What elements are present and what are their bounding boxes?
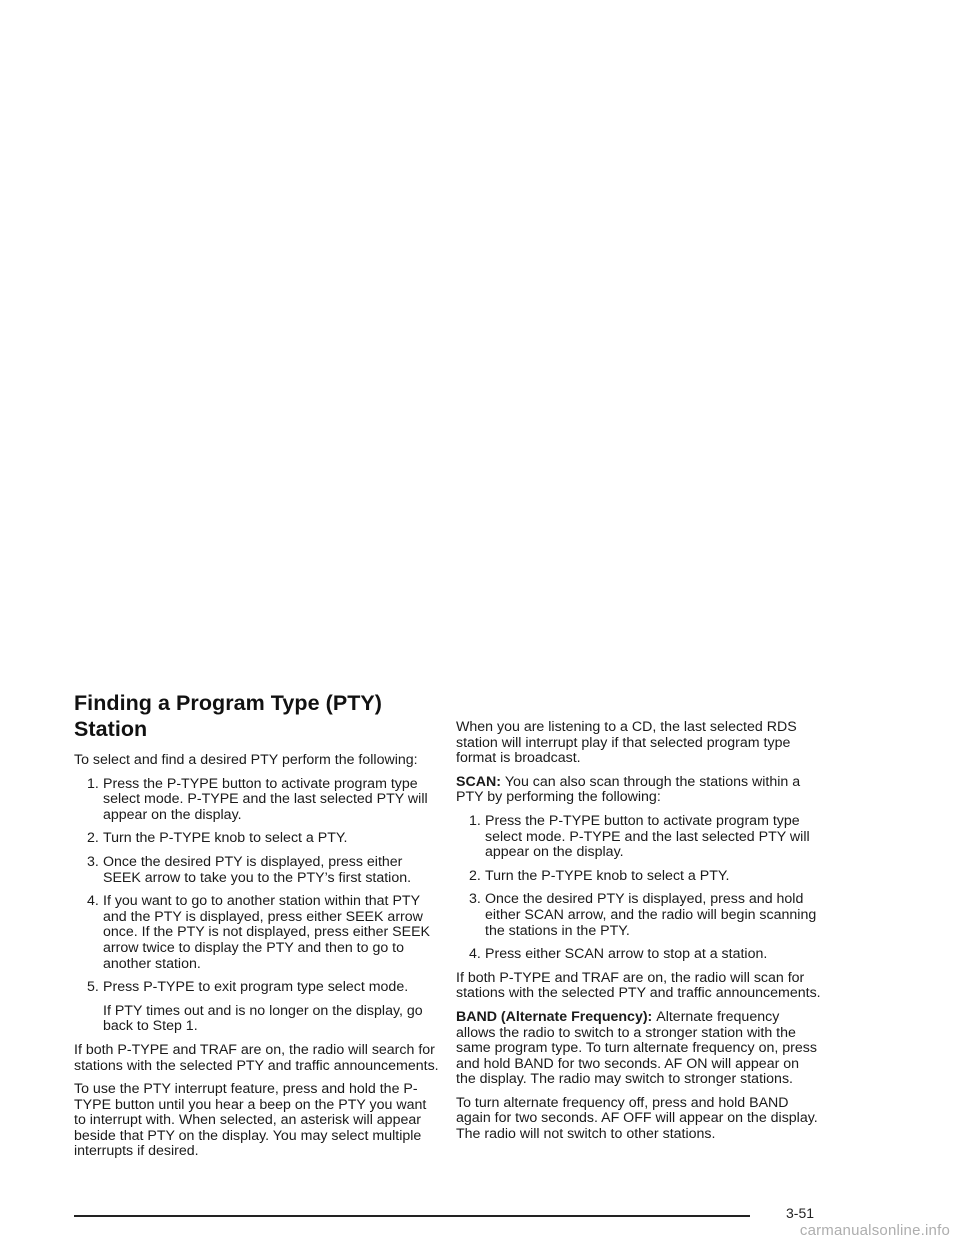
step-text: Once the desired PTY is displayed, press and hold either SCAN arrow, and the radio will begin scanning the stations in the PTY.	[485, 891, 817, 939]
band-label: BAND (Alternate Frequency):	[456, 1008, 653, 1025]
page-number: 3-51	[786, 1205, 815, 1221]
step-text: Turn the P-TYPE knob to select a PTY.	[103, 830, 348, 847]
list-item	[74, 777, 442, 824]
step-number: 2.	[87, 830, 99, 847]
intro-paragraph: To select and find a desired PTY perform the following:	[74, 752, 418, 768]
watermark: carmanualsonline.info	[799, 1222, 950, 1239]
scan-traf-paragraph: If both P-TYPE and TRAF are on, the radio will scan for stations with the selected PTY and traffic announcements.	[456, 969, 821, 1002]
list-item	[74, 980, 442, 996]
step-text: Press the P-TYPE button to activate program type select mode. P-TYPE and the last selected PTY will appear on the display.	[485, 812, 810, 861]
pty-steps-list	[74, 777, 442, 996]
step-number: 4.	[87, 893, 99, 910]
cd-paragraph: When you are listening to a CD, the last selected RDS station will interrupt play if that selected program type format is broadcast.	[456, 719, 797, 767]
scan-steps-list	[456, 814, 822, 963]
step-text: If you want to go to another station within that PTY and the PTY is displayed, press either SEEK arrow once. If the PTY is not displayed, press either SEEK arrow twice to display the PTY and then to go to another station.	[103, 893, 431, 972]
step-text: Press P-TYPE to exit program type select mode.	[103, 979, 409, 996]
section-heading: Finding a Program Type (PTY) Station	[74, 691, 382, 741]
step-text: Press either SCAN arrow to stop at a station.	[485, 946, 768, 963]
timeout-note: If PTY times out and is no longer on the display, go back to Step 1.	[103, 1002, 423, 1035]
band-text: Alternate frequency allows the radio to switch to a stronger station with the same program type. To turn alternate frequency on, press and hold BAND for two seconds. AF ON will appear on the display. The radio may switch to stronger stations.	[456, 1008, 817, 1088]
traf-paragraph: If both P-TYPE and TRAF are on, the radio will search for stations with the selected PTY and traffic announcements.	[74, 1041, 439, 1074]
list-item	[456, 892, 822, 939]
list-item	[456, 814, 822, 861]
step-number: 5.	[87, 979, 99, 996]
scan-text: You can also scan through the stations within a PTY by performing the following:	[456, 773, 801, 806]
list-item	[456, 947, 822, 963]
step-number: 3.	[87, 853, 99, 870]
scan-label: SCAN:	[456, 773, 501, 790]
step-number: 1.	[469, 812, 481, 829]
step-number: 3.	[469, 891, 481, 908]
step-number: 4.	[469, 946, 481, 963]
list-item	[74, 831, 442, 847]
af-off-paragraph: To turn alternate frequency off, press and hold BAND again for two seconds. AF OFF will appear on the display. The radio will not switch to other stations.	[456, 1094, 818, 1143]
step-text: Once the desired PTY is displayed, press either SEEK arrow to take you to the PTY’s first station.	[103, 853, 412, 886]
step-text: Turn the P-TYPE knob to select a PTY.	[485, 867, 730, 884]
footer-rule	[74, 1215, 750, 1217]
list-item	[74, 855, 442, 886]
list-item	[456, 869, 822, 885]
scan-paragraph	[456, 775, 822, 806]
band-paragraph	[456, 1010, 822, 1088]
interrupt-paragraph: To use the PTY interrupt feature, press and hold the P-TYPE button until you hear a beep on the PTY you want to interrupt with. When selected, an asterisk will appear beside that PTY on the display. You may select multiple interrupts if desired.	[74, 1081, 427, 1160]
right-column	[456, 720, 822, 1151]
step-number: 2.	[469, 867, 481, 884]
list-item	[74, 894, 442, 972]
step-text: Press the P-TYPE button to activate program type select mode. P-TYPE and the last selected PTY will appear on the display.	[103, 775, 428, 823]
step-number: 1.	[87, 775, 99, 792]
left-column	[74, 690, 442, 1168]
